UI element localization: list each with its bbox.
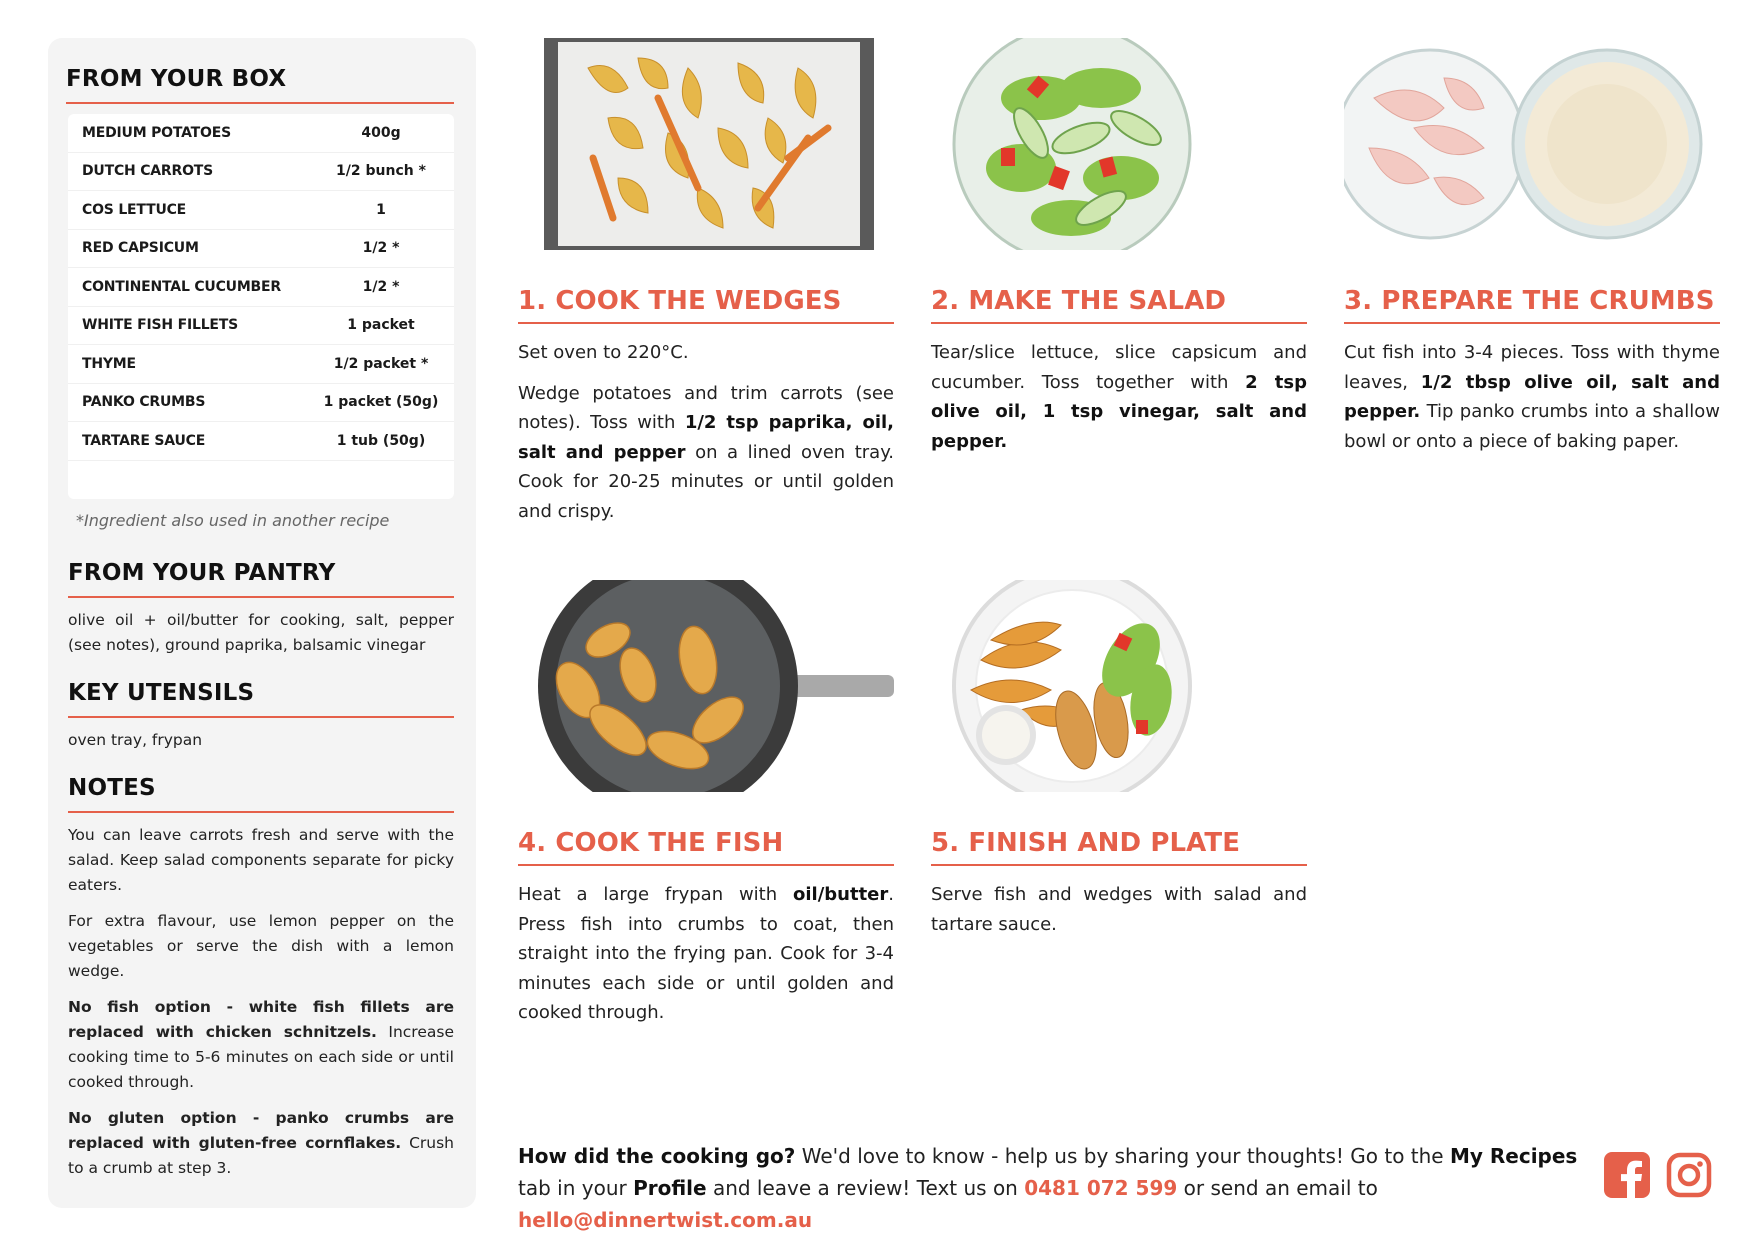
facebook-icon[interactable] [1604,1152,1650,1198]
ingredient-row [68,384,454,423]
ingredient-quantity: 1/2 bunch * [336,163,426,180]
ingredient-name: DUTCH CARROTS [82,163,214,180]
ingredient-row [68,191,454,230]
ingredient-row [68,422,454,461]
ingredient-footnote: *Ingredient also used in another recipe [76,510,390,530]
step-3-text: Cut fish into 3-4 pieces. Toss with thyme leaves, 1/2 tbsp olive oil, salt and pepper. Tip panko crumbs into a shallow bowl or onto a piece of baking paper. [1344,342,1721,452]
note-no-gluten: No gluten option - panko crumbs are replaced with gluten-free cornflakes. Crush to a crumb at step 3. [68,1108,454,1177]
step-2 [931,38,1307,467]
utensils-section [68,680,454,753]
ingredient-row [68,230,454,269]
ingredient-row [68,268,454,307]
utensils-text: oven tray, frypan [68,730,203,749]
notes-text [68,823,454,1181]
note-flavour: For extra flavour, use lemon pepper on the vegetables or serve the dish with a lemon wedge. [68,911,454,980]
step-5-text: Serve fish and wedges with salad and tartare sauce. [931,884,1307,935]
step-1-title: 1. COOK THE WEDGES [518,286,894,324]
ingredient-name: PANKO CRUMBS [82,394,206,411]
ingredient-row [68,114,454,153]
my-recipes-link[interactable]: My Recipes [1449,1144,1578,1168]
from-your-box-heading: FROM YOUR BOX [66,66,454,104]
step-2-text: Tear/slice lettuce, slice capsicum and cucumber. Toss together with 2 tsp olive oil, 1 tsp vinegar, salt and pepper. [931,342,1308,452]
step-3 [1344,38,1720,467]
step-5 [931,580,1307,950]
feedback-footer: How did the cooking go? We'd love to know - help us by sharing your thoughts! Go to the My Recipes tab in your Profile and leave a review! Text us on 0481 072 599 or send an email to hello@dinnertwist.com.au [518,1144,1578,1232]
phone-link[interactable]: 0481 072 599 [1024,1176,1178,1200]
note-carrots: You can leave carrots fresh and serve with the salad. Keep salad components separate for picky eaters. [68,825,454,894]
ingredient-quantity: 1 packet [347,317,415,334]
ingredient-name: WHITE FISH FILLETS [82,317,239,334]
ingredient-row [68,345,454,384]
from-your-pantry-heading: FROM YOUR PANTRY [68,560,454,598]
ingredient-quantity: 1 [376,201,386,218]
step-4 [518,580,894,1039]
ingredient-name: TARTARE SAUCE [82,432,206,449]
step-3-title: 3. PREPARE THE CRUMBS [1344,286,1720,324]
ingredient-row [68,153,454,192]
step-1-text: Set oven to 220°C. Wedge potatoes and trim carrots (see notes). Toss with 1/2 tsp paprika, oil, salt and pepper on a lined oven tray. Cook for 20-25 minutes or until golden and crispy. [518,342,895,522]
ingredient-quantity: 1/2 packet * [333,355,429,372]
ingredient-name: THYME [82,355,136,372]
email-link[interactable]: hello@dinnertwist.com.au [518,1208,813,1232]
ingredient-quantity: 1/2 * [362,278,400,295]
step-4-title: 4. COOK THE FISH [518,828,894,866]
ingredient-quantity: 1/2 * [362,240,400,257]
ingredient-quantity: 1 tub (50g) [336,432,426,449]
pantry-section [68,560,454,658]
frying-pan-image [518,580,894,792]
profile-link[interactable]: Profile [633,1176,707,1200]
ingredients-table [68,114,454,499]
step-1 [518,38,894,537]
note-no-fish: No fish option - white fish fillets are replaced with chicken schnitzels. Increase cooking time to 5-6 minutes on each side or until cooked through. [68,997,454,1091]
salad-bowl-image [931,38,1307,250]
step-5-title: 5. FINISH AND PLATE [931,828,1307,866]
fish-and-crumbs-image [1344,38,1720,250]
ingredient-quantity: 1 packet (50g) [323,394,439,411]
social-links [1604,1152,1712,1198]
ingredients-sidebar [48,38,476,1208]
key-utensils-heading: KEY UTENSILS [68,680,454,718]
wedges-tray-image [518,38,894,250]
ingredient-name: MEDIUM POTATOES [82,124,231,141]
ingredient-name: CONTINENTAL CUCUMBER [82,278,281,295]
ingredient-row [68,307,454,346]
ingredient-row-empty [68,461,454,499]
pantry-text: olive oil + oil/butter for cooking, salt, pepper (see notes), ground paprika, balsamic vinegar [68,610,454,654]
ingredient-name: RED CAPSICUM [82,240,199,257]
step-2-title: 2. MAKE THE SALAD [931,286,1307,324]
feedback-question: How did the cooking go? [518,1144,796,1168]
ingredient-quantity: 400g [361,124,401,141]
ingredient-name: COS LETTUCE [82,201,187,218]
step-4-text: Heat a large frypan with oil/butter. Press fish into crumbs to coat, then straight into the frying pan. Cook for 3-4 minutes each side or until golden and cooked through. [518,884,894,1023]
instagram-icon[interactable] [1666,1152,1712,1198]
notes-section [68,775,454,1181]
plated-dish-image [931,580,1307,792]
notes-heading: NOTES [68,775,454,813]
